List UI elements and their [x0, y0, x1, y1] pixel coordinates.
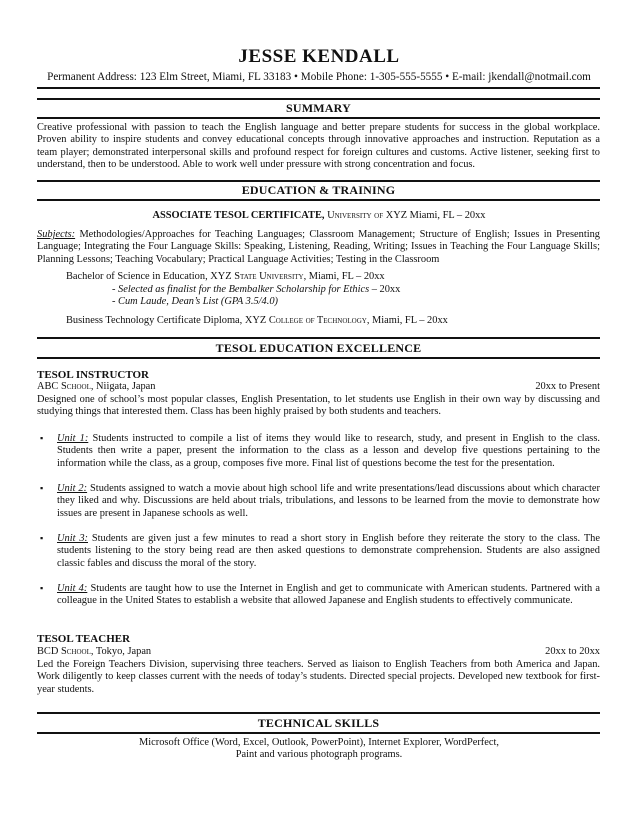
unit-2-text: Students assigned to watch a movie about high school life and write presentations/lead discussions about which character they liked and why. Discussions are held about trials, tribulations, and lessons to be learned from the movie to demonstrate how issues are present in Japanese schools as well. — [57, 483, 600, 519]
divider — [37, 712, 600, 714]
job-2-meta — [37, 646, 600, 657]
bullet-unit-1 — [57, 433, 600, 470]
job-1-description: Designed one of school’s most popular classes, English Presentation, to let students use English in their own way by discussing and studying things that interested them. Class has been highly praised by both students and teachers. — [37, 394, 600, 418]
honor-1-year: – 20xx — [369, 284, 401, 295]
diploma-school: College of Technology — [268, 315, 367, 326]
divider — [37, 87, 600, 89]
job-2-school: BCD School — [37, 646, 91, 657]
bachelor-line — [66, 271, 385, 283]
job-2-title: TESOL TEACHER — [37, 633, 131, 645]
bachelor-degree: Bachelor of Science in Education, XYZ — [66, 271, 232, 282]
job-1-title: TESOL INSTRUCTOR — [37, 369, 149, 381]
unit-1-label: Unit 1: — [57, 433, 89, 444]
diploma-line — [66, 315, 448, 327]
unit-2-label: Unit 2: — [57, 483, 88, 494]
skills-heading: TECHNICAL SKILLS — [257, 716, 380, 730]
subjects-paragraph — [37, 229, 600, 266]
bullet-icon: ▪ — [40, 433, 44, 443]
divider — [37, 199, 600, 201]
candidate-name: JESSE KENDALL — [238, 46, 400, 67]
job-2-description: Led the Foreign Teachers Division, supervising three teachers. Served as liaison to English Teachers from both America and Japan. Work diligently to keep classes current with the needs of today’s students. Directed special projects. Developed new textbook for first-year students. — [37, 659, 600, 695]
summary-text: Creative professional with passion to teach the English language and better prepare students for success in the global workplace. Proven ability to inspire students and convey educational concepts through innovative approaches and instruction. Reputation as a team player; demonstrated interpersonal skills and profound respect for foreign cultures and customs. Active listener, seeking first to understand, then to be understood. Able to work well under pressure with strong concentration and focus. — [37, 122, 600, 171]
bachelor-location: , Miami, FL – 20xx — [303, 271, 385, 282]
bullet-unit-4 — [57, 583, 600, 608]
diploma-text: Business Technology Certificate Diploma, XYZ — [66, 315, 267, 326]
skills-line-2: Paint and various photograph programs. — [235, 749, 403, 760]
subjects-text: Methodologies/Approaches for Teaching Languages; Classroom Management; Structure of English; Issues in Presenting Language; Integrating the Four Language Skills: Speaking, Listening, Reading, Writing; Issues in Teaching the Four Language Skills; Planning Lessons; Teaching Vocabulary; Practical Language Activities; Testing in the Classroom — [37, 229, 600, 265]
skills-line-1: Microsoft Office (Word, Excel, Outlook, PowerPoint), Internet Explorer, WordPerfect, — [139, 737, 499, 748]
education-heading: EDUCATION & TRAINING — [241, 183, 396, 197]
job-2-employer — [37, 646, 151, 657]
certificate-location: Miami, FL – 20xx — [409, 210, 486, 221]
divider — [37, 180, 600, 182]
unit-3-label: Unit 3: — [57, 533, 88, 544]
contact-line: Permanent Address: 123 Elm Street, Miami, FL 33183 • Mobile Phone: 1-305-555-5555 • E-mail: jkendall@notmail.com — [47, 71, 591, 83]
divider — [37, 337, 600, 339]
honor-1-text: - Selected as finalist for the Bembalker Scholarship for Ethics — [112, 284, 370, 295]
unit-1-text: Students instructed to compile a list of items they would like to research, study, and present in English to the class. Students then write a paper, present the information to the class as a lesson and develop five questions pertaining to the information while the class, as a group, composes five more. Final list of questions become the test for the presentation. — [57, 433, 600, 469]
job-2-dates: 20xx to 20xx — [545, 646, 600, 657]
job-2-location: , Tokyo, Japan — [90, 646, 152, 657]
bullet-icon: ▪ — [40, 483, 44, 493]
divider — [37, 117, 600, 119]
unit-3-text: Students are given just a few minutes to read a short story in English before they reiterate the story to the class. The students listening to the story being read are then asked questions to demonstrate comprehension. Students are also assigned classic fables and discuss the moral of the story. — [57, 533, 600, 569]
subjects-label: Subjects: — [37, 229, 76, 240]
certificate-school: University of XYZ — [327, 210, 408, 221]
honor-1 — [112, 284, 400, 296]
summary-heading: SUMMARY — [286, 101, 351, 115]
honor-2: - Cum Laude, Dean’s List (GPA 3.5/4.0) — [112, 296, 278, 307]
experience-heading: TESOL EDUCATION EXCELLENCE — [215, 341, 422, 355]
divider — [37, 357, 600, 359]
certificate-line — [0, 210, 638, 222]
job-1-meta — [37, 381, 600, 392]
bullet-unit-3 — [57, 533, 600, 570]
job-1-school: ABC School — [37, 381, 91, 392]
bachelor-school: State University — [234, 271, 304, 282]
job-1-dates: 20xx to Present — [535, 381, 600, 392]
unit-4-label: Unit 4: — [57, 583, 88, 594]
diploma-location: , Miami, FL – 20xx — [366, 315, 448, 326]
unit-4-text: Students are taught how to use the Internet in English and get to communicate with American students. Partnered with a colleague in the United States to establish a website that allowed Japanese and English students to effectively communicate. — [57, 583, 601, 607]
certificate-title: ASSOCIATE TESOL CERTIFICATE, — [152, 210, 325, 221]
divider — [37, 98, 600, 100]
job-1-location: , Niigata, Japan — [90, 381, 156, 392]
bullet-unit-2 — [57, 483, 600, 520]
bullet-icon: ▪ — [40, 583, 44, 593]
job-1-employer — [37, 381, 156, 392]
bullet-icon: ▪ — [40, 533, 44, 543]
divider — [37, 732, 600, 734]
